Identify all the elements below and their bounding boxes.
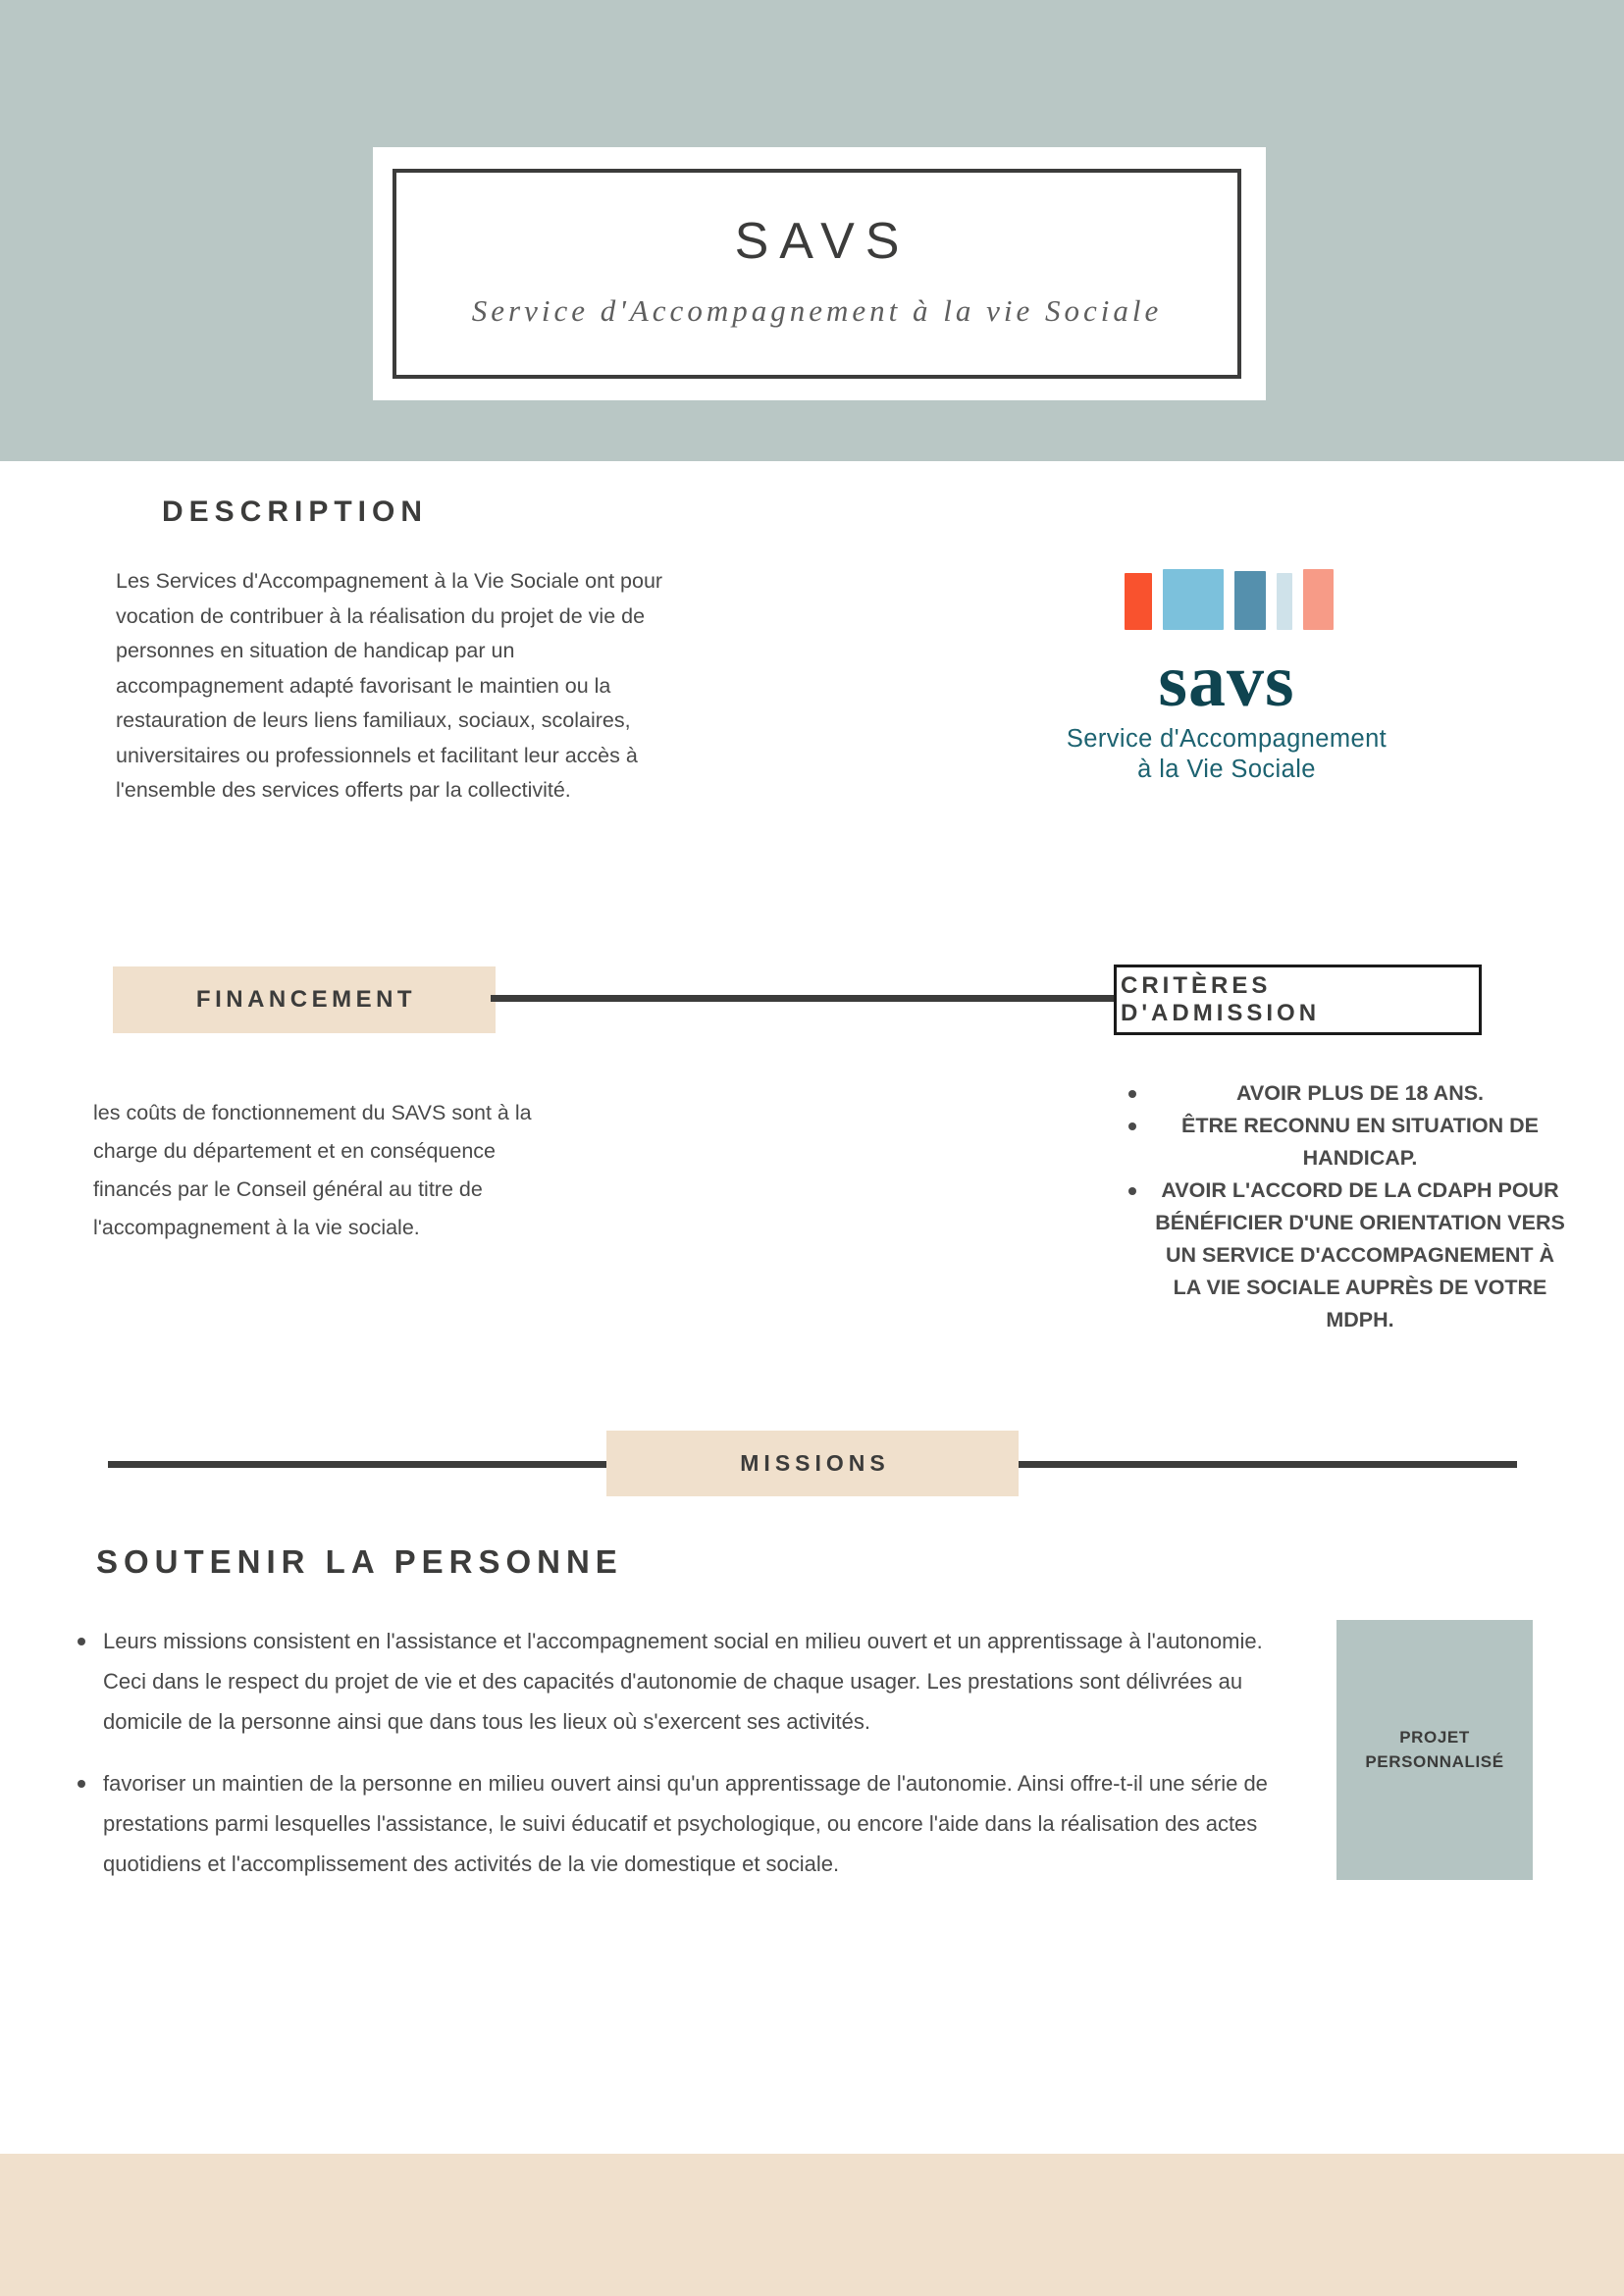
list-item: AVOIR L'ACCORD DE LA CDAPH POUR BÉNÉFICIER D'UNE ORIENTATION VERS UN SERVICE D'ACCOMPAGNEMENT À LA VIE SOCIALE AUPRÈS DE VOTRE MDPH.: [1154, 1174, 1566, 1336]
missions-list: [69, 1621, 1295, 1905]
list-item: Leurs missions consistent en l'assistance et l'accompagnement social en milieu ouvert et un apprentissage à l'autonomie. Ceci dans le respect du projet de vie et des capacités d'autonomie de chaque usager. Les prestations sont délivrées au domicile de la personne ainsi que dans tous les lieux où s'exercent ses activités.: [103, 1621, 1295, 1742]
savs-logo: [1001, 569, 1452, 785]
projet-line2: PERSONNALISÉ: [1365, 1751, 1504, 1771]
missions-divider-right: [1017, 1461, 1517, 1468]
missions-banner: [606, 1431, 1019, 1496]
projet-line1: PROJET: [1399, 1727, 1470, 1747]
title-frame-inner: [393, 169, 1241, 379]
logo-bars-icon: [1005, 569, 1452, 630]
financement-body: les coûts de fonctionnement du SAVS sont à la charge du département et en conséquence financés par le Conseil général au titre de l'accompagnement à la vie sociale.: [93, 1101, 532, 1239]
logo-tagline: [1001, 724, 1452, 785]
logo-bar-3: [1234, 571, 1266, 630]
missions-heading: MISSIONS: [740, 1450, 890, 1476]
list-item: favoriser un maintien de la personne en milieu ouvert ainsi qu'un apprentissage de l'autonomie. Ainsi offre-t-il une série de prestations parmi lesquelles l'assistance, le suivi éducatif et psychologique, ou encore l'aide dans la réalisation des actes quotidiens et l'accomplissement des activités de la vie domestique et sociale.: [103, 1763, 1295, 1884]
criteres-admission-box: [1114, 965, 1482, 1035]
logo-bar-1: [1125, 573, 1152, 630]
projet-personnalise-label: [1365, 1726, 1503, 1774]
logo-bar-2: [1163, 569, 1224, 630]
title-frame-outer: [373, 147, 1266, 400]
footer-band: [0, 2154, 1624, 2296]
logo-bar-5: [1303, 569, 1334, 630]
logo-bar-4: [1277, 573, 1292, 630]
financement-banner: [113, 966, 496, 1033]
header-band: [0, 0, 1624, 461]
page-subtitle: Service d'Accompagnement à la vie Sociale: [471, 293, 1163, 329]
projet-personnalise-box: [1336, 1620, 1533, 1880]
description-body: Les Services d'Accompagnement à la Vie Sociale ont pour vocation de contribuer à la réalisation du projet de vie de personnes en situation de handicap par un accompagnement adapté favorisant le maintien ou la restauration de leurs liens familiaux, sociaux, scolaires, universitaires ou professionnels et facilitant leur accès à l'ensemble des services offerts par la collectivité.: [116, 569, 663, 802]
description-heading: DESCRIPTION: [162, 496, 429, 528]
missions-subheading: SOUTENIR LA PERSONNE: [96, 1543, 623, 1580]
connector-line: [491, 995, 1119, 1002]
logo-tagline-line2: à la Vie Sociale: [1137, 756, 1316, 784]
missions-divider-left: [108, 1461, 608, 1468]
list-item: AVOIR PLUS DE 18 ANS.: [1154, 1077, 1566, 1110]
page-title: SAVS: [734, 213, 911, 271]
financement-heading: FINANCEMENT: [195, 986, 417, 1013]
logo-wordmark: savs: [1158, 640, 1295, 722]
list-item: ÊTRE RECONNU EN SITUATION DE HANDICAP.: [1154, 1110, 1566, 1174]
criteres-heading: CRITÈRES D'ADMISSION: [1121, 972, 1321, 1026]
logo-tagline-line1: Service d'Accompagnement: [1066, 725, 1388, 753]
criteres-list: [1119, 1077, 1566, 1336]
